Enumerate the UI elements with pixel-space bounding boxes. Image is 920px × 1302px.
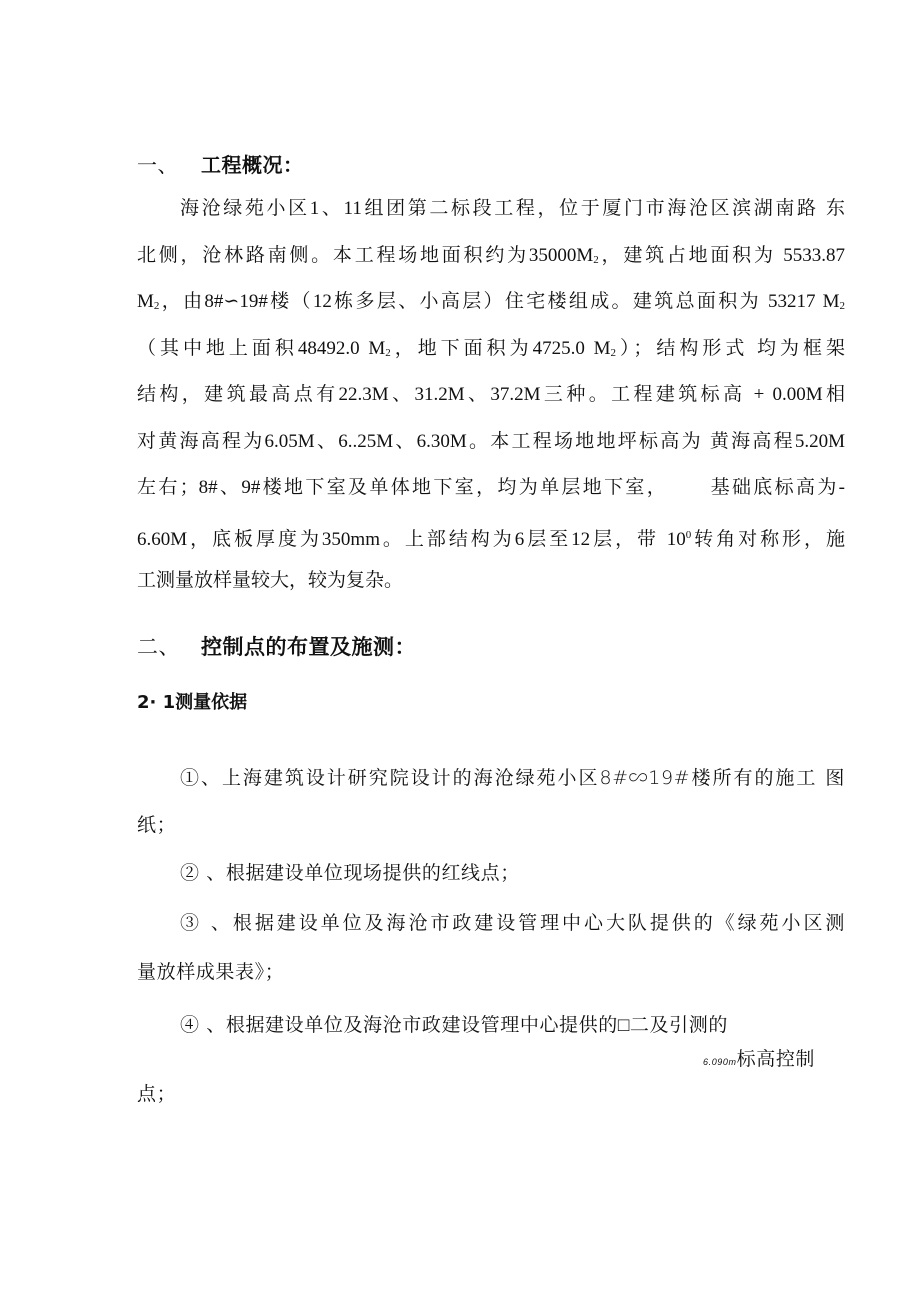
section-1-number: 一、 — [137, 153, 178, 177]
section-1-heading — [137, 149, 304, 178]
paragraph-line: M2，由8#∽19#楼（12栋多层、小高层）住宅楼组成。建筑总面积为 53217 M2 — [137, 291, 845, 312]
circled-number-3: ③ — [180, 912, 202, 934]
list-item-4-continuation: 点； — [137, 1083, 177, 1105]
section-2-heading — [137, 631, 416, 661]
circled-number-4: ④ — [180, 1014, 200, 1036]
list-item-1-continuation: 纸； — [137, 814, 177, 836]
list-item-1: ①、上海建筑设计研究院设计的海沧绿苑小区8#∽19#楼所有的施工 图 — [180, 767, 845, 789]
circled-number-2: ② — [180, 862, 200, 884]
paragraph-line: 北侧，沧林路南侧。本工程场地面积约为35000M2，建筑占地面积为 5533.87 — [137, 245, 845, 266]
paragraph-line: 结构，建筑最高点有22.3M、31.2M、37.2M三种。工程建筑标高 + 0.00M相 — [137, 384, 845, 405]
list-item-4: ④ 、根据建设单位及海沧市政建设管理中心提供的□二及引测的 — [180, 1014, 728, 1036]
paragraph-line: 工测量放样量较大，较为复杂。 — [137, 570, 404, 591]
section-1-title: 工程概况： — [201, 153, 304, 177]
elevation-value: 6.090m — [703, 1057, 737, 1067]
section-2-number: 二、 — [137, 635, 180, 659]
paragraph-line: （其中地上面积48492.0 M2，地下面积为4725.0 M2）；结构形式 均为框架 — [137, 338, 845, 359]
list-item-2: ② 、根据建设单位现场提供的红线点； — [180, 862, 520, 884]
list-item-3-continuation: 量放样成果表》； — [137, 961, 285, 983]
list-item-4-elevation: 6.090m标高控制 — [703, 1048, 816, 1070]
paragraph-line: 左右；8#、9#楼地下室及单体地下室，均为单层地下室， 基础底标高为- — [137, 477, 845, 498]
list-item-3: ③ 、根据建设单位及海沧市政建设管理中心大队提供的《绿苑小区测 — [180, 912, 845, 934]
paragraph-line: 海沧绿苑小区1、11组团第二标段工程，位于厦门市海沧区滨湖南路 东 — [180, 198, 845, 219]
section-2-title: 控制点的布置及施测： — [201, 635, 416, 659]
paragraph-line: 6.60M，底板厚度为350mm。上部结构为6层至12层，带 $10^0$转角对称形，施 — [137, 529, 845, 550]
paragraph-line: 对黄海高程为6.05M、6..25M、6.30M。本工程场地地坪标高为 黄海高程5.20M — [137, 431, 845, 452]
subsection-2-1-heading: 2· 1测量依据 — [137, 692, 248, 713]
circled-number-1: ① — [180, 767, 201, 789]
